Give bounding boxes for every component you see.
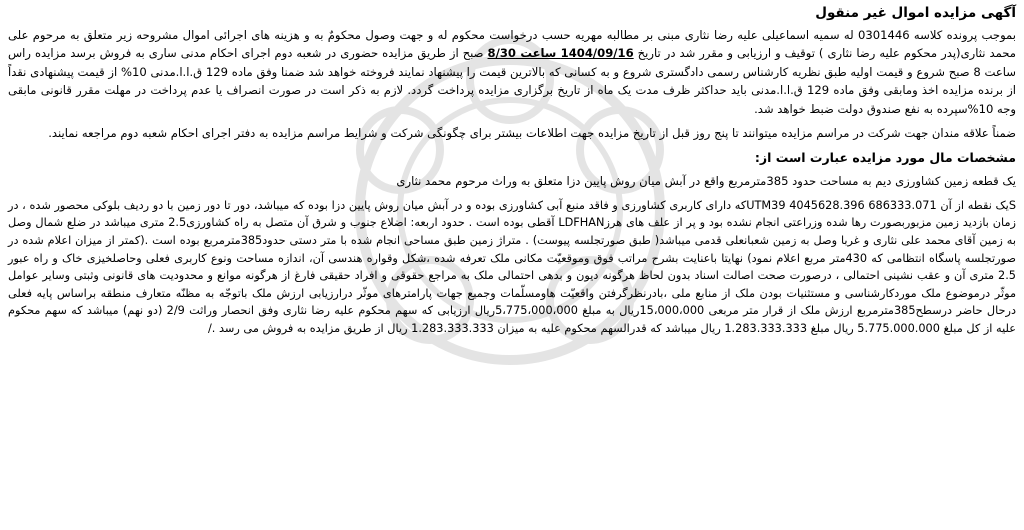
item-line: یک قطعه زمین کشاورزی دیم به مساحت حدود 385مترمربع واقع در آبش میان روش پایین دزا متعلق به وراث مرحوم محمد نثاری [396,174,1016,189]
note-paragraph: ضمناً علاقه مندان جهت شرکت در مراسم مزایده میتوانند تا پنج روز قبل از تاریخ مزایده جهت اطلاعات بیشتر برای چگونگی شرکت و شرایط مراسم مزایده به دفتر اجرای احکام شعبه دوم مراجعه نمایند. [48,126,1016,141]
description-paragraph: Sیک نقطه از آن 686333.071 UTM39 4045628.396که دارای کاربری کشاورزی و فاقد منبع آبی کشاورزی بوده و در آبش میان روش پایین دزا بوده که میباشد، دور تا دور زمین با دو ردیف بلوکی محصور شده ، در زمان بازدید زمین مزبوربصورت رها شده وزراعتی انجام نشده بود و پر از علف های هرزLDFHAN آقطی بوده است . حدود اربعه: اضلاع جنوب و شرق آن متصل به راه کشاورزی2.5 متری میباشد در ضلع شمال وصل به زمین آقای محمد علی نثاری و غربا وصل به زمین شعبانعلی قدمی میباشد( طبق صورتجلسه پیوست) . متراژ زمین طبق مساحی انجام شده با متر دستی حدود385مترمربع بوده است .(کمتر از میزان اعلام شده در صورتجلسه پاسگاه انتظامی که 430متر مربع اعلام نمود) نهایتا باعنایت بشرح مراتب فوق وموقعیّت مکانی ملک تعرفه شده ،شکل وقواره هندسی آن، اندازه مساحت ونوع کاربری فعلی وحاصلخیزی خاک و راه عبور 2.5 متری آن و عقب نشینی احتمالی ، درصورت صحت اصالت اسناد بدون لحاظ هرگونه دیون و بدهی احتمالی ملک به مراجع حقوقی و افراد حقیقی فارغ از هرگونه موانع و محدودیت های قانونی وثبتی وسایر عوامل موثّر درموضوع ملک موردکارشناسی و مستثنیات بودن ملک از منابع ملی ،بادرنظرگرفتن واقعیّت هاومسلّمات وجمیع جهات پارامترهای موثّر درارزیابی ارزش ملک باتوجّه به مظنّه متعارف منطقه براساس پایه فعلی درحال حاضر درسطح385مترمربع ارزش ملک از قرار متر مربعی 15،000،000ریال به مبلغ 5،775،000،000ریال ارزیابی که سهم محکوم علیه رضا نثاری وفق انحصار وراثت 2/9 (دو نهم) میباشد که سهم محکوم علیه از کل مبلغ 5.775.000.000 ریال مبلغ 1.283.333.333 ریال میباشد که قدرالسهم محکوم علیه به میزان 1.283.333.333 ریال از طریق مزایده به فروش می رسد ./ [8,198,1017,335]
intro-paragraph [8,26,1016,118]
intro-text-part2: صبح از طریق مزایده حضوری در شعبه دوم اجرای احکام مدنی ساری به فروش برسد مزایده راس ساعت 8 صبح شروع و قیمت اولیه طبق نظریه کارشناس رسمی دادگستری شروع و به کسانی که بالاترین قیمت را پیشنهاد نمایند فروخته خواهد شد ضمنا وفق ماده 129 ق.ا.ا.مدنی 10% از قیمت پیشنهادی نقداً از برنده مزایده اخذ ومابقی وفق ماده 129 ق.ا.ا.مدنی باید حداکثر ظرف مدت یک ماه از تاریخ برگزاری مزایده پرداخت گردد. لازم به ذکر است در صورت انصراف یا عدم پرداخت در مهلت مقرر قانونی مابقی وجه 10%سپرده به نفع صندوق دولت ضبط خواهد شد. [8,46,1017,116]
time-label: ساعت [515,46,561,61]
specs-title: مشخصات مال مورد مزایده عبارت است از: [754,150,1016,166]
auction-time: 8/30 [487,46,516,61]
notice-title: آگهی مزایده اموال غیر منقول [815,5,1016,21]
auction-date: 1404/09/16 [560,46,634,61]
intro-text-part1: بموجب پرونده کلاسه 0301446 له سمیه اسماعیلی علیه رضا نثاری مبنی بر مطالبه مهریه حسب درخواست محکوم له و جهت وصول محکومٌ به و هزینه های اجرائی اموال مشروحه زیر متعلق به مرحوم علی محمد نثاری(پدر محکوم علیه رضا نثاری ) توقیف و ارزیابی و مقرر شد در تاریخ [8,28,1016,61]
